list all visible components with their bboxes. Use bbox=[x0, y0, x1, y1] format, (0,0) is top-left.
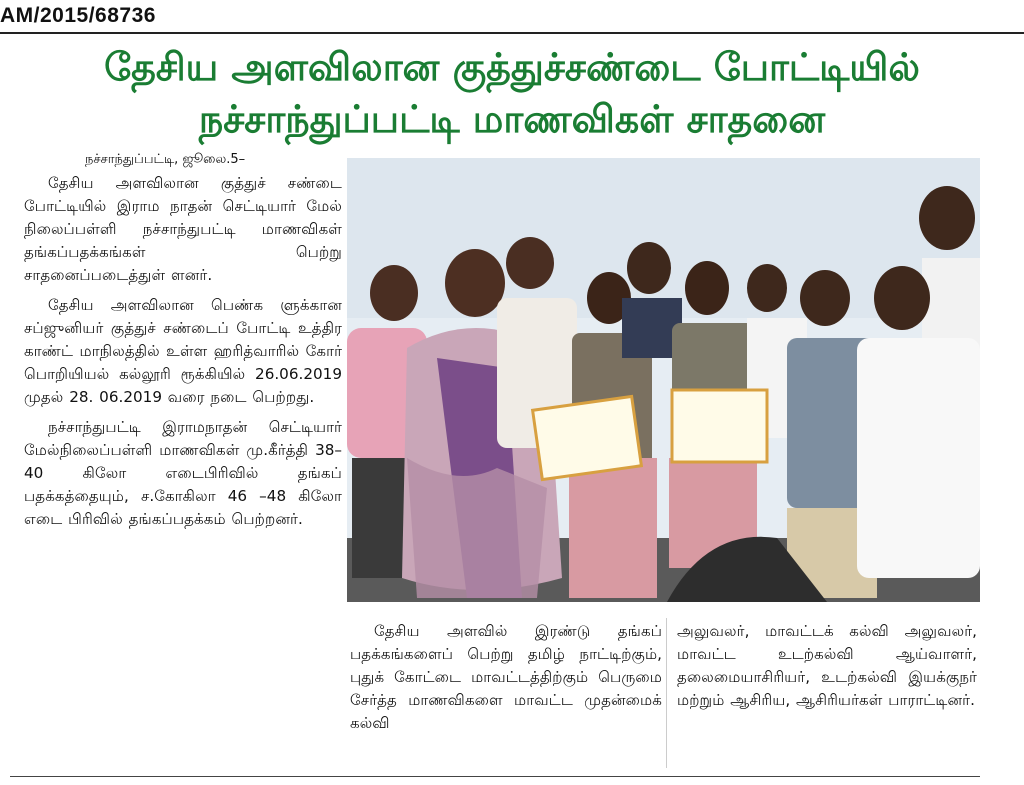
article-column-1 bbox=[24, 172, 342, 538]
bottom-rule bbox=[10, 776, 980, 777]
headline-line-1: தேசிய அளவிலான குத்துச்சண்டை போட்டியில் bbox=[104, 45, 920, 89]
paragraph-1: தேசிய அளவிலான குத்துச் சண்டை போட்டியில் இராம நாதன் செட்டியார் மேல் நிலைப்பள்ளி நச்சாந்துபட்டி மாணவிகள் தங்கப்பதக்கங்கள் பெற்று சாதனைப்படைத்துள் ளனர். bbox=[24, 174, 342, 284]
dateline: நச்சாந்துப்பட்டி, ஜூலை.5– bbox=[85, 152, 246, 167]
top-rule bbox=[0, 32, 1024, 34]
news-photo bbox=[347, 158, 980, 602]
column-divider bbox=[666, 618, 667, 768]
photo-illustration bbox=[347, 158, 980, 602]
article-column-2 bbox=[350, 620, 662, 735]
headline-line-2: நச்சாந்துப்பட்டி மாணவிகள் சாதனை bbox=[198, 97, 826, 141]
paragraph-4: தேசிய அளவில் இரண்டு தங்கப் பதக்கங்களைப் பெற்று தமிழ் நாட்டிற்கும், புதுக் கோட்டை மாவட்டத்திற்கும் பெருமை சேர்த்த மாணவிகளை மாவட்ட முதன்மைக் கல்வி bbox=[350, 622, 662, 732]
paragraph-2: தேசிய அளவிலான பெண்க ளுக்கான சப்ஜுனியர் குத்துச் சண்டைப் போட்டி உத்திர காண்ட் மாநிலத்தில் உள்ள ஹரித்வாரில் கோர் பொறியியல் கல்லூரி ரூக்கியில் 26.06.2019 முதல் 28. 06.2019 வரை நடை பெற்றது. bbox=[24, 296, 342, 406]
article-column-3 bbox=[677, 620, 977, 712]
document-code: AM/2015/68736 bbox=[0, 4, 156, 27]
paragraph-3: நச்சாந்துபட்டி இராமநாதன் செட்டியார் மேல்நிலைப்பள்ளி மாணவிகள் மு.கீர்த்தி 38–40 கிலோ எடைபிரிவில் தங்கப் பதக்கத்தையும், ச.கோகிலா 46 –48 கிலோ எடை பிரிவில் தங்கப்பதக்கம் பெற்றனர். bbox=[24, 418, 342, 528]
paragraph-5: அலுவலர், மாவட்டக் கல்வி அலுவலர், மாவட்ட உடற்கல்வி ஆய்வாளர், தலைமையாசிரியர், உடற்கல்வி இயக்குநர் மற்றும் ஆசிரிய, ஆசிரியர்கள் பாராட்டினர். bbox=[677, 622, 977, 709]
